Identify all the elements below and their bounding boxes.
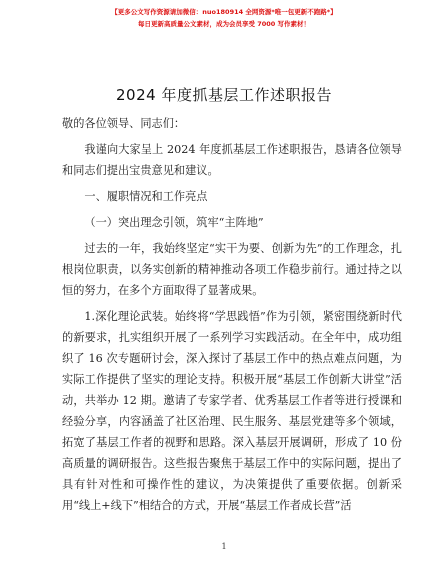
section-heading: 一、履职情况和工作亮点 (84, 190, 208, 203)
body-paragraph-1: 过去的一年，我始终坚定“实干为要、创新为先”的工作理念，扎根岗位职责，以务实创新的精神推动各项工作稳步前行。通过持之以恒的努力，在多个方面取得了显著成果。 (62, 242, 402, 297)
page-number: 1 (221, 542, 227, 551)
body-paragraph-2: 1.深化理论武装。始终将“学思践悟”作为引领，紧密围绕新时代的新要求，扎实组织开展了一系列学习实践活动。在全年中，成功组织了 16 次专题研讨会，深入探讨了基层工作中的热点难点问题，为实际工作提供了坚实的理论支持。积极开展“基层工作创新大讲堂”活动，共举办 12 期。邀请了专家学者、优秀基层工作者等进行授课和经验分享，内容涵盖了社区治理、民生服务、基层党建等多个领域，拓宽了基层工作者的视野和思路。深入基层开展调研，形成了 10 份高质量的调研报告。这些报告聚焦于基层工作中的实际问题，提出了具有针对性和可操作性的建议，为决策提供了重要依据。创新采用“线上+线下”相结合的方式，开展“基层工作者成长营”活 (62, 310, 402, 512)
banner-line-2: 每日更新高质量公文素材，成为会员享受 7000 写作素材！ (137, 20, 311, 28)
subsection-heading: （一）突出理念引领，筑牢“主阵地” (84, 216, 264, 229)
header-banner (0, 6, 448, 30)
document-body (62, 113, 402, 516)
banner-line-1: 【更多公文写作资源请加微信：nuo180914 全网资源*唯一包更新不跑路*】 (111, 8, 337, 16)
salutation: 敬的各位领导、同志们： (62, 117, 186, 130)
intro-paragraph: 我谨向大家呈上 2024 年度抓基层工作述职报告，恳请各位领导和同志们提出宝贵意见和建议。 (62, 143, 402, 177)
document-title: 2024 年度抓基层工作述职报告 (116, 86, 332, 104)
